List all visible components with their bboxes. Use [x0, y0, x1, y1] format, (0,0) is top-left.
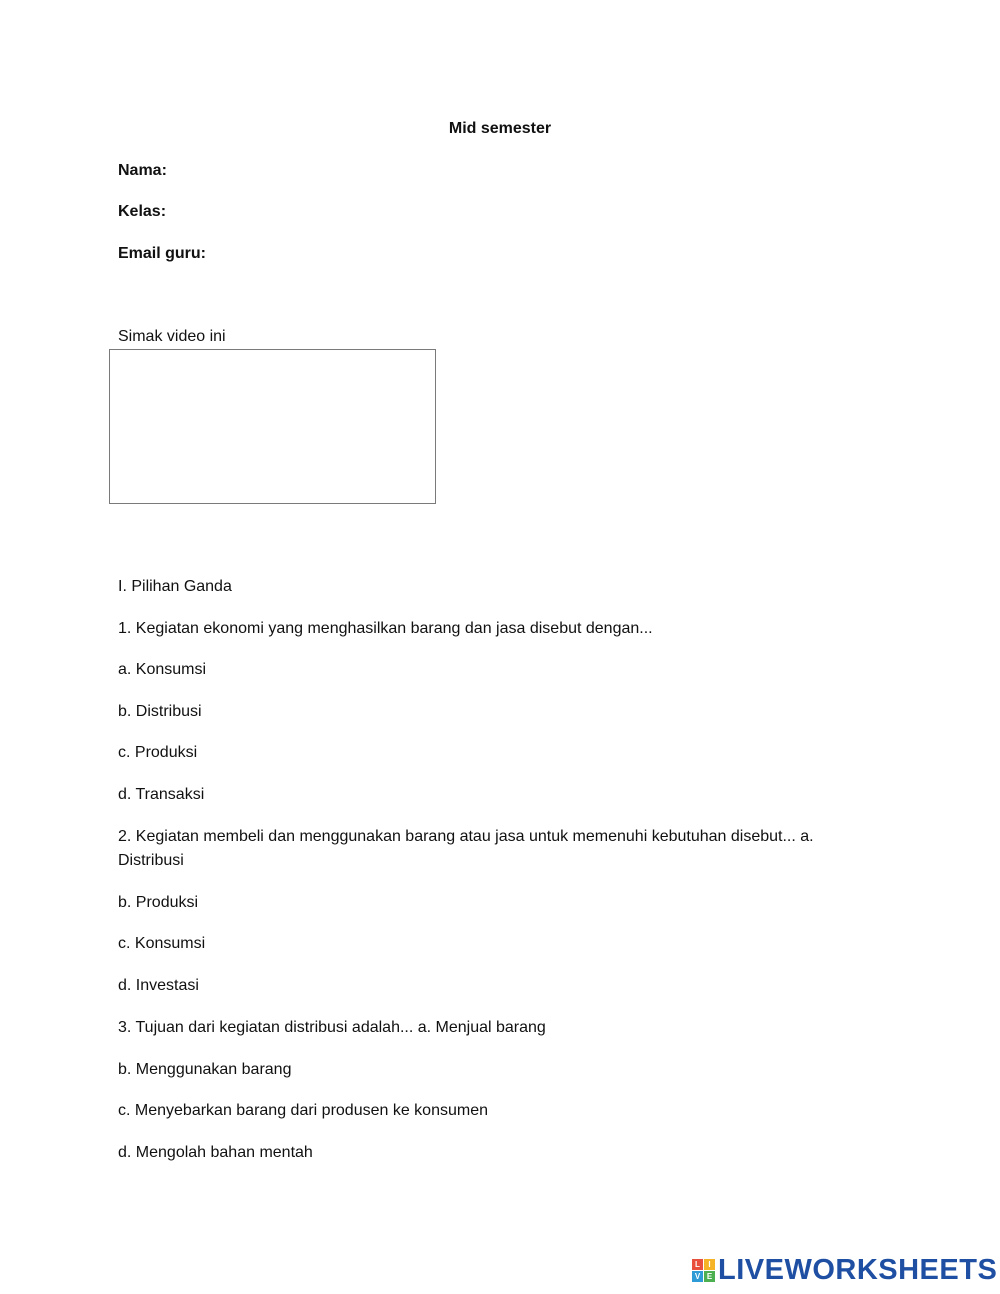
logo-blocks-icon	[692, 1259, 715, 1282]
teacher-email-field-label: Email guru:	[118, 245, 207, 262]
logo-block-l: L	[692, 1259, 703, 1270]
question-1-option-d[interactable]: d. Transaksi	[118, 786, 205, 803]
question-2-option-b[interactable]: b. Produksi	[118, 894, 199, 911]
video-prompt: Simak video ini	[118, 328, 226, 345]
logo-text: LIVEWORKSHEETS	[718, 1253, 998, 1286]
question-3-option-c[interactable]: c. Menyebarkan barang dari produsen ke konsumen	[118, 1102, 488, 1119]
section-heading: I. Pilihan Ganda	[118, 578, 232, 595]
logo-block-e: E	[704, 1271, 715, 1282]
logo-block-i: I	[704, 1259, 715, 1270]
liveworksheets-logo	[692, 1253, 997, 1287]
name-field-label: Nama:	[118, 162, 167, 179]
question-2-option-d[interactable]: d. Investasi	[118, 977, 199, 994]
class-field-label: Kelas:	[118, 203, 167, 220]
question-3-option-b[interactable]: b. Menggunakan barang	[118, 1061, 292, 1078]
question-1-option-a[interactable]: a. Konsumsi	[118, 661, 207, 678]
page-title: Mid semester	[448, 120, 552, 137]
logo-block-v: V	[692, 1271, 703, 1282]
question-1-text: 1. Kegiatan ekonomi yang menghasilkan barang dan jasa disebut dengan...	[118, 620, 653, 637]
question-3-text: 3. Tujuan dari kegiatan distribusi adalah... a. Menjual barang	[118, 1019, 546, 1036]
question-2-option-c[interactable]: c. Konsumsi	[118, 935, 206, 952]
question-1-option-b[interactable]: b. Distribusi	[118, 703, 202, 720]
question-1-option-c[interactable]: c. Produksi	[118, 744, 198, 761]
question-3-option-d[interactable]: d. Mengolah bahan mentah	[118, 1144, 313, 1161]
video-embed[interactable]	[109, 349, 436, 504]
question-2-text: 2. Kegiatan membeli dan menggunakan barang atau jasa untuk memenuhi kebutuhan disebut... a. Distribusi	[118, 828, 814, 869]
